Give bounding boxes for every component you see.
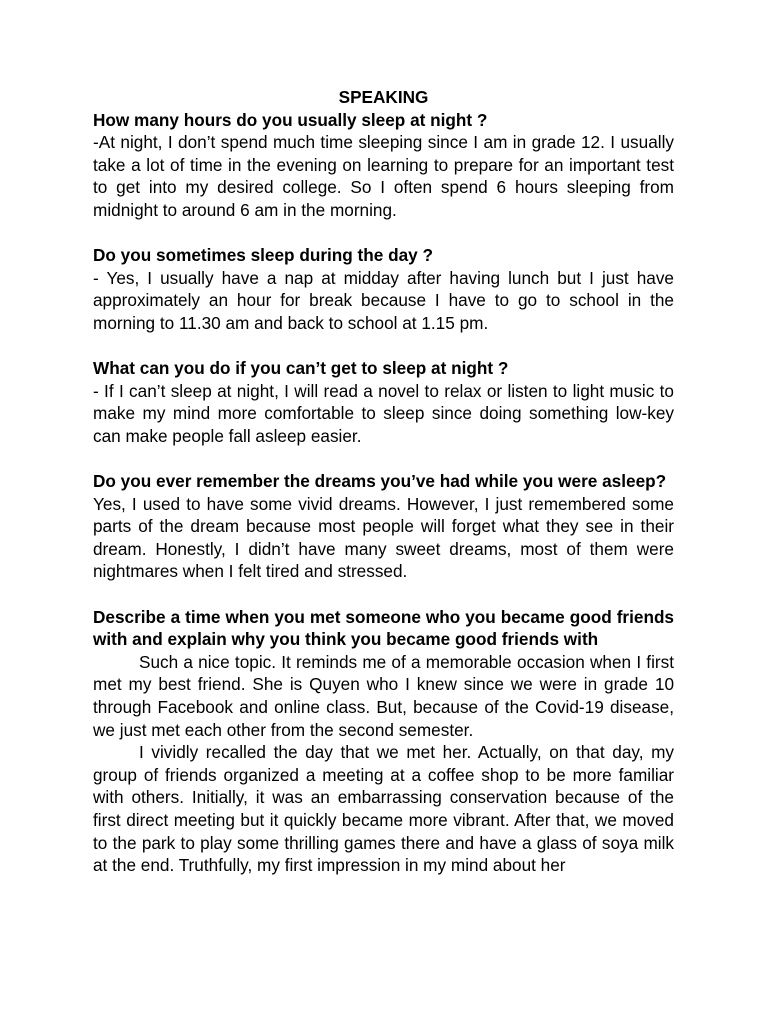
answer-dreams: Yes, I used to have some vivid dreams. However, I just remembered some parts of the dream because most people will forget what they see in their dream. Honestly, I didn’t have many sweet dreams, most of them were nightmares when I felt tired and stressed.: [93, 493, 674, 582]
paragraph-spacer: [93, 448, 674, 471]
answer-sleep-hours: -At night, I don’t spend much time sleeping since I am in grade 12. I usually take a lot of time in the evening on learning to prepare for an important test to get into my desired college. So I often spend 6 hours sleeping from midnight to around 6 am in the morning.: [93, 132, 674, 220]
question-sleep-hours: How many hours do you usually sleep at night ?: [93, 109, 488, 130]
answer-day-sleep: - Yes, I usually have a nap at midday after having lunch but I just have approximately an hour for break because I have to go to school in the morning to 11.30 am and back to school at 1.15 pm.: [93, 267, 674, 333]
question-dreams: Do you ever remember the dreams you’ve had while you were asleep?: [93, 471, 667, 492]
question-cant-sleep: What can you do if you can’t get to sleep at night ?: [93, 358, 509, 379]
question-good-friend: Describe a time when you met someone who you became good friends with and explain why you think you became good friends with: [93, 606, 674, 650]
paragraph-spacer: [93, 583, 674, 606]
paragraph-spacer: [93, 222, 674, 245]
paragraph-spacer: [93, 335, 674, 358]
page-title: SPEAKING: [338, 87, 429, 107]
document-page: [93, 86, 674, 877]
answer-good-friend-paragraph-2: I vividly recalled the day that we met her. Actually, on that day, my group of friends organized a meeting at a coffee shop to be more familiar with others. Initially, it was an embarrassing conservation because of the first direct meeting but it quickly became more vibrant. After that, we moved to the park to play some thrilling games there and have a glass of soya milk at the end. Truthfully, my first impression in my mind about her: [93, 742, 674, 876]
answer-good-friend-paragraph-1: Such a nice topic. It reminds me of a memorable occasion when I first met my best friend. She is Quyen who I knew since we were in grade 10 through Facebook and online class. But, because of the Covid-19 disease, we just met each other from the second semester.: [93, 651, 674, 740]
question-day-sleep: Do you sometimes sleep during the day ?: [93, 245, 433, 266]
answer-cant-sleep: - If I can’t sleep at night, I will read a novel to relax or listen to light music to make my mind more comfortable to sleep since doing something low-key can make people fall asleep easier.: [93, 380, 674, 446]
